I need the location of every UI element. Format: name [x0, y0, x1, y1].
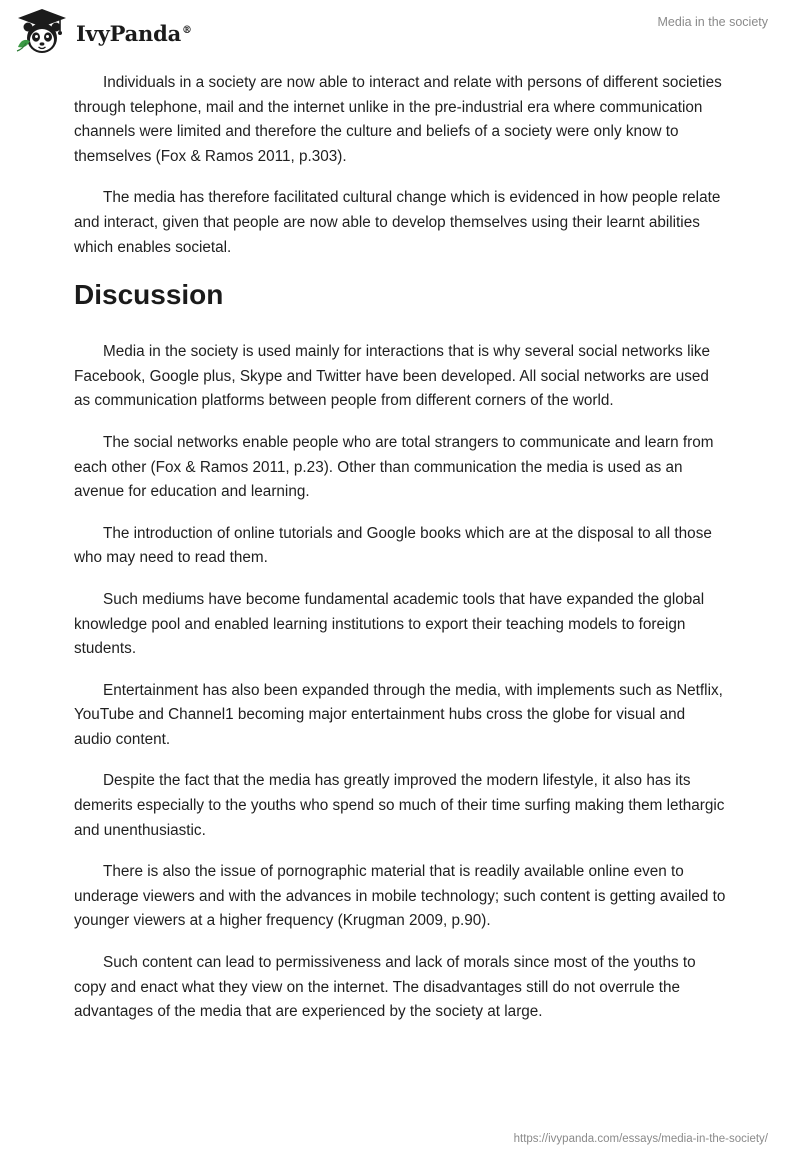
brand-logo[interactable]	[14, 7, 192, 57]
panda-graduation-cap-logo-icon	[14, 7, 70, 57]
paragraph: There is also the issue of pornographic material that is readily available online even to underage viewers and with the advances in mobile technology; such content is getting availed to younger viewers at a higher frequency (Krugman 2009, p.90).	[74, 863, 726, 930]
registered-mark: ®	[182, 24, 192, 36]
brand-name-text: IvyPanda	[76, 20, 182, 46]
document-title: Media in the society	[657, 15, 768, 29]
essay-content	[74, 71, 726, 1042]
paragraph: Media in the society is used mainly for interactions that is why several social networks like Facebook, Google plus, Skype and Twitter have been developed. All social networks are used as communication platforms between people from different corners of the world.	[74, 343, 711, 410]
page-header	[0, 0, 800, 62]
paragraph: Despite the fact that the media has greatly improved the modern lifestyle, it also has its demerits especially to the youths who spend so much of their time surfing making them lethargic and unenthusiastic.	[74, 772, 725, 839]
paragraph: The introduction of online tutorials and Google books which are at the disposal to all those who may need to read them.	[74, 524, 712, 567]
source-url[interactable]: https://ivypanda.com/essays/media-in-the-society/	[513, 1133, 768, 1145]
paragraph: Entertainment has also been expanded through the media, with implements such as Netflix, YouTube and Channel1 becoming major entertainment hubs cross the globe for visual and audio content.	[74, 681, 723, 748]
brand-name	[76, 21, 192, 46]
paragraph: The media has therefore facilitated cultural change which is evidenced in how people relate and interact, given that people are now able to develop themselves using their learnt abilities which enables societal.	[74, 189, 721, 256]
paragraph: Individuals in a society are now able to interact and relate with persons of different societies through telephone, mail and the internet unlike in the pre-industrial era where communication channels were limited and therefore the culture and beliefs of a society were only know to themselves (Fox & Ramos 2011, p.303).	[74, 74, 722, 165]
paragraph: Such content can lead to permissiveness and lack of morals since most of the youths to copy and enact what they view on the internet. The disadvantages still do not overrule the advantages of the media that are experienced by the society at large.	[74, 954, 696, 1021]
paragraph: The social networks enable people who are total strangers to communicate and learn from each other (Fox & Ramos 2011, p.23). Other than communication the media is used as an avenue for education and learning.	[74, 433, 714, 501]
section-heading-discussion: Discussion	[74, 279, 224, 311]
paragraph: Such mediums have become fundamental academic tools that have expanded the global knowledge pool and enabled learning institutions to export their teaching models to foreign students.	[74, 590, 705, 658]
